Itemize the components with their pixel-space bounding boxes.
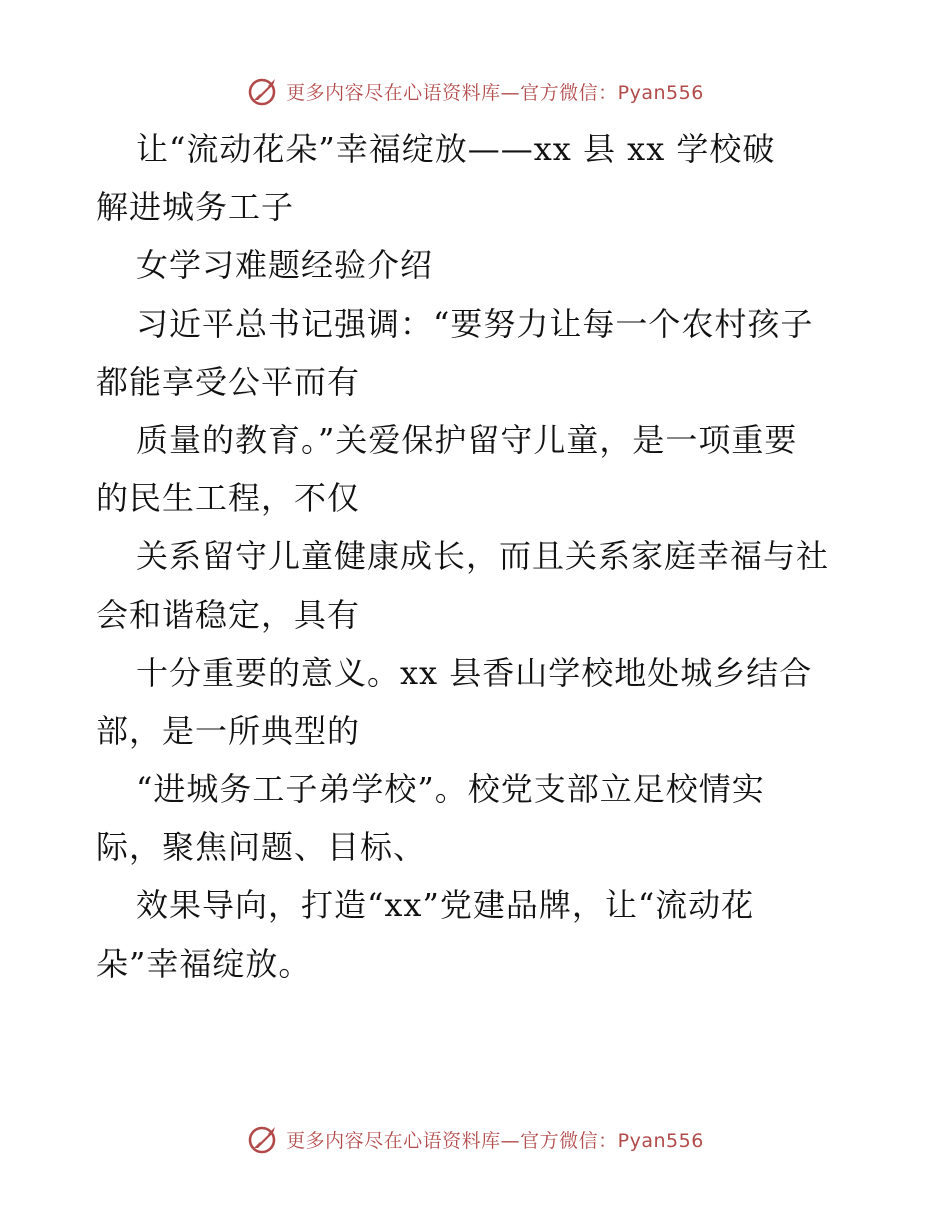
text-line: 的民生工程，不仅 [96,479,361,518]
header-watermark [0,71,950,111]
text-line: 会和谐稳定，具有 [96,595,361,634]
text-line: 部，是一所典型的 [96,711,361,750]
text-line: 都能享受公平而有 [96,362,361,401]
text-line: 质量的教育。”关爱保护留守儿童，是一项重要 [136,420,798,459]
text-line: 十分重要的意义。xx 县香山学校地处城乡结合 [136,653,813,692]
watermark-text: 更多内容尽在心语资料库—官方微信：Pyan556 [286,81,704,104]
quill-logo-icon [246,74,280,108]
quill-logo-icon [246,1122,280,1156]
text-line: “进城务工子弟学校”。校党支部立足校情实 [136,770,765,809]
text-line: 效果导向，打造“xx”党建品牌，让“流动花 [136,886,755,925]
watermark-text: 更多内容尽在心语资料库—官方微信：Pyan556 [286,1129,704,1152]
watermark-group [246,74,704,108]
text-line: 朵”幸福绽放。 [96,944,312,983]
text-line: 女学习难题经验介绍 [136,246,434,285]
footer-watermark [0,1119,950,1159]
document-body [96,120,856,993]
watermark-group [246,1122,704,1156]
text-line: 解进城务工子 [96,188,295,227]
text-line: 关系留守儿童健康成长，而且关系家庭幸福与社 [136,537,830,576]
text-line: 让“流动花朵”幸福绽放——xx 县 xx 学校破 [136,130,776,168]
text-line: 习近平总书记强调：“要努力让每一个农村孩子 [136,304,814,343]
text-line: 际，聚焦问题、目标、 [96,828,427,867]
